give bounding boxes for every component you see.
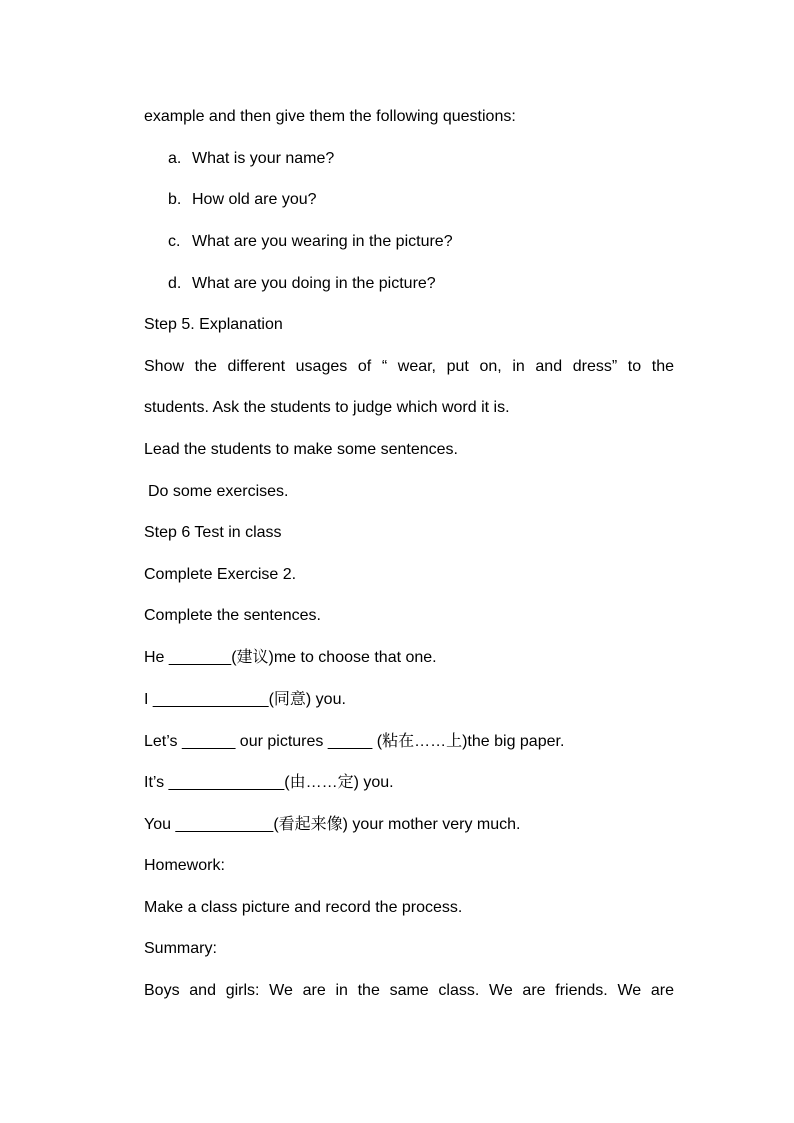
step6-heading: Step 6 Test in class <box>144 524 282 541</box>
question-item <box>168 190 317 210</box>
lead-sentences-text: Lead the students to make some sentences. <box>144 441 458 458</box>
question-item <box>168 232 453 252</box>
complete-exercise-text: Complete Exercise 2. <box>144 566 297 583</box>
complete-sentences-text: Complete the sentences. <box>144 607 321 624</box>
exercise-sentence: Let’s ______ our pictures _____ (粘在……上)the big paper. <box>144 733 565 750</box>
do-exercises-text: Do some exercises. <box>148 483 289 500</box>
exercise-sentence: It’s _____________(由……定) you. <box>144 774 394 791</box>
question-text: What are you doing in the picture? <box>192 275 436 292</box>
list-marker: c. <box>168 233 181 250</box>
exercise-sentence: He _______(建议)me to choose that one. <box>144 649 437 666</box>
step5-paragraph-line: Show the different usages of “ wear, put on, in and dress” to the <box>144 358 674 375</box>
question-text: What is your name? <box>192 150 335 167</box>
question-item <box>168 274 436 294</box>
question-text: How old are you? <box>192 191 317 208</box>
summary-heading: Summary: <box>144 940 217 957</box>
exercise-sentence: You ___________(看起来像) your mother very much. <box>144 816 521 833</box>
list-marker: d. <box>168 275 182 292</box>
step5-paragraph-line: students. Ask the students to judge which word it is. <box>144 399 510 416</box>
question-text: What are you wearing in the picture? <box>192 233 453 250</box>
list-marker: a. <box>168 150 182 167</box>
list-marker: b. <box>168 191 182 208</box>
summary-text: Boys and girls: We are in the same class. We are friends. We are <box>144 982 674 999</box>
homework-heading: Homework: <box>144 857 225 874</box>
exercise-sentence: I _____________(同意) you. <box>144 691 346 708</box>
question-item <box>168 149 334 169</box>
homework-text: Make a class picture and record the process. <box>144 899 463 916</box>
intro-text: example and then give them the following questions: <box>144 108 516 125</box>
step5-heading: Step 5. Explanation <box>144 316 283 333</box>
